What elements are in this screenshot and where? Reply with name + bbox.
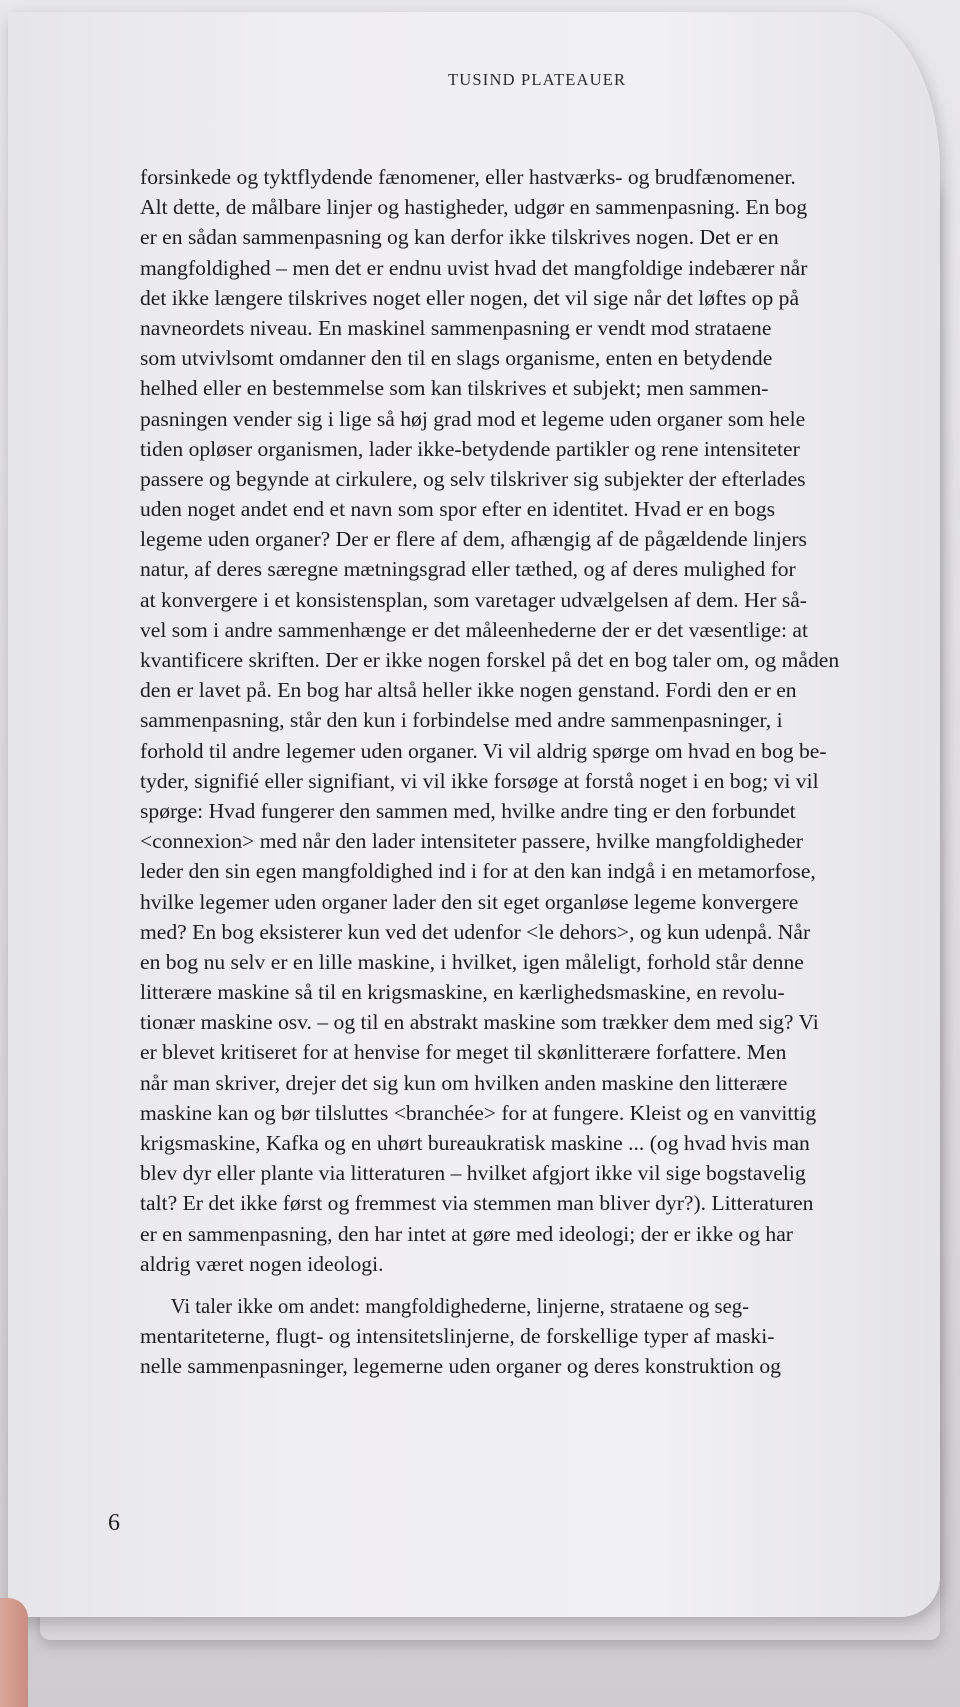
text-line: den er lavet på. En bog har altså heller ikke nogen genstand. Fordi den er en bbox=[140, 678, 797, 703]
text-line: mangfoldighed – men det er endnu uvist hvad det mangfoldige indebærer når bbox=[140, 255, 808, 280]
text-line: når man skriver, drejer det sig kun om hvilken anden maskine den litterære bbox=[140, 1070, 788, 1095]
text-line: maskine kan og bør tilsluttes <branchée> for at fungere. Kleist og en vanvittig bbox=[140, 1100, 817, 1125]
text-line: forhold til andre legemer uden organer. Vi vil aldrig spørge om hvad en bog be- bbox=[140, 738, 827, 763]
text-line: nelle sammenpasninger, legemerne uden organer og deres konstruktion og bbox=[140, 1354, 781, 1379]
text-line: blev dyr eller plante via litteraturen – hvilket afgjort ikke vil sige bogstavelig bbox=[140, 1161, 806, 1186]
page-number: 6 bbox=[108, 1510, 120, 1536]
text-line: pasningen vender sig i lige så høj grad mod et legeme uden organer som hele bbox=[140, 406, 806, 431]
text-line: vel som i andre sammenhænge er det måleenhederne der er det væsentlige: at bbox=[140, 617, 808, 642]
text-line: tyder, signifié eller signifiant, vi vil ikke forsøge at forstå noget i en bog; vi vil bbox=[140, 768, 819, 793]
text-line: er en sådan sammenpasning og kan derfor ikke tilskrives nogen. Det er en bbox=[140, 225, 779, 250]
text-line: tionær maskine osv. – og til en abstrakt maskine som trækker dem med sig? Vi bbox=[140, 1010, 819, 1035]
thumb bbox=[0, 1598, 28, 1707]
running-header: TUSIND PLATEAUER bbox=[448, 70, 627, 89]
text-line: spørge: Hvad fungerer den sammen med, hvilke andre ting er den forbundet bbox=[140, 798, 796, 823]
text-line: litterære maskine så til en krigsmaskine, en kærlighedsmaskine, en revolu- bbox=[140, 980, 785, 1005]
text-line: uden noget andet end et navn som spor efter en identitet. Hvad er en bogs bbox=[140, 497, 776, 522]
text-line: sammenpasning, står den kun i forbindelse med andre sammenpasninger, i bbox=[140, 708, 783, 733]
text-line: Alt dette, de målbare linjer og hastigheder, udgør en sammenpasning. En bog bbox=[140, 195, 808, 220]
text-line: leder den sin egen mangfoldighed ind i for at den kan indgå i en metamorfose, bbox=[140, 859, 816, 884]
text-line: hvilke legemer uden organer lader den sit eget organløse legeme konvergere bbox=[140, 889, 799, 914]
text-line: natur, af deres særegne mætningsgrad eller tæthed, og af deres mulighed for bbox=[140, 557, 796, 582]
text-line: som utvivlsomt omdanner den til en slags organisme, enten en betydende bbox=[140, 346, 773, 371]
text-line: er en sammenpasning, den har intet at gøre med ideologi; der er ikke og har bbox=[140, 1221, 793, 1246]
text-line: navneordets niveau. En maskinel sammenpasning er vendt mod strataene bbox=[140, 315, 772, 340]
text-line: mentariteterne, flugt- og intensitetslinjerne, de forskellige typer af maski- bbox=[140, 1324, 775, 1349]
text-line: Vi taler ikke om andet: mangfoldighederne, linjerne, strataene og seg- bbox=[170, 1293, 750, 1318]
text-line: aldrig været nogen ideologi. bbox=[140, 1251, 384, 1276]
text-line: at konvergere i et konsistensplan, som varetager udvælgelsen af dem. Her så- bbox=[140, 587, 808, 612]
text-line: legeme uden organer? Der er flere af dem, afhængig af de pågældende linjers bbox=[140, 527, 807, 552]
text-line: en bog nu selv er en lille maskine, i hvilket, igen måleligt, forhold står denne bbox=[140, 949, 804, 974]
text-line: <connexion> med når den lader intensiteter passere, hvilke mangfoldigheder bbox=[140, 829, 803, 854]
text-line: med? En bog eksisterer kun ved det udenfor <le dehors>, og kun udenpå. Når bbox=[140, 919, 811, 944]
text-line: talt? Er det ikke først og fremmest via stemmen man bliver dyr?). Litteraturen bbox=[140, 1191, 814, 1216]
text-line: tiden opløser organismen, lader ikke-betydende partikler og rene intensiteter bbox=[140, 436, 800, 461]
text-line: det ikke længere tilskrives noget eller nogen, det vil sige når det løftes op på bbox=[140, 285, 800, 310]
book-page bbox=[8, 12, 940, 1617]
text-line: helhed eller en bestemmelse som kan tilskrives et subjekt; men sammen- bbox=[140, 376, 769, 401]
text-line: kvantificere skriften. Der er ikke nogen forskel på det en bog taler om, og måden bbox=[140, 648, 840, 672]
text-line: forsinkede og tyktflydende fænomener, eller hastværks- og brudfænomener. bbox=[140, 165, 796, 189]
text-line: er blevet kritiseret for at henvise for meget til skønlitterære forfattere. Men bbox=[140, 1040, 787, 1065]
text-line: passere og begynde at cirkulere, og selv tilskriver sig subjekter der efterlades bbox=[140, 466, 806, 491]
body-text bbox=[140, 162, 900, 1382]
text-line: krigsmaskine, Kafka og en uhørt bureaukratisk maskine ... (og hvad hvis man bbox=[140, 1131, 810, 1155]
